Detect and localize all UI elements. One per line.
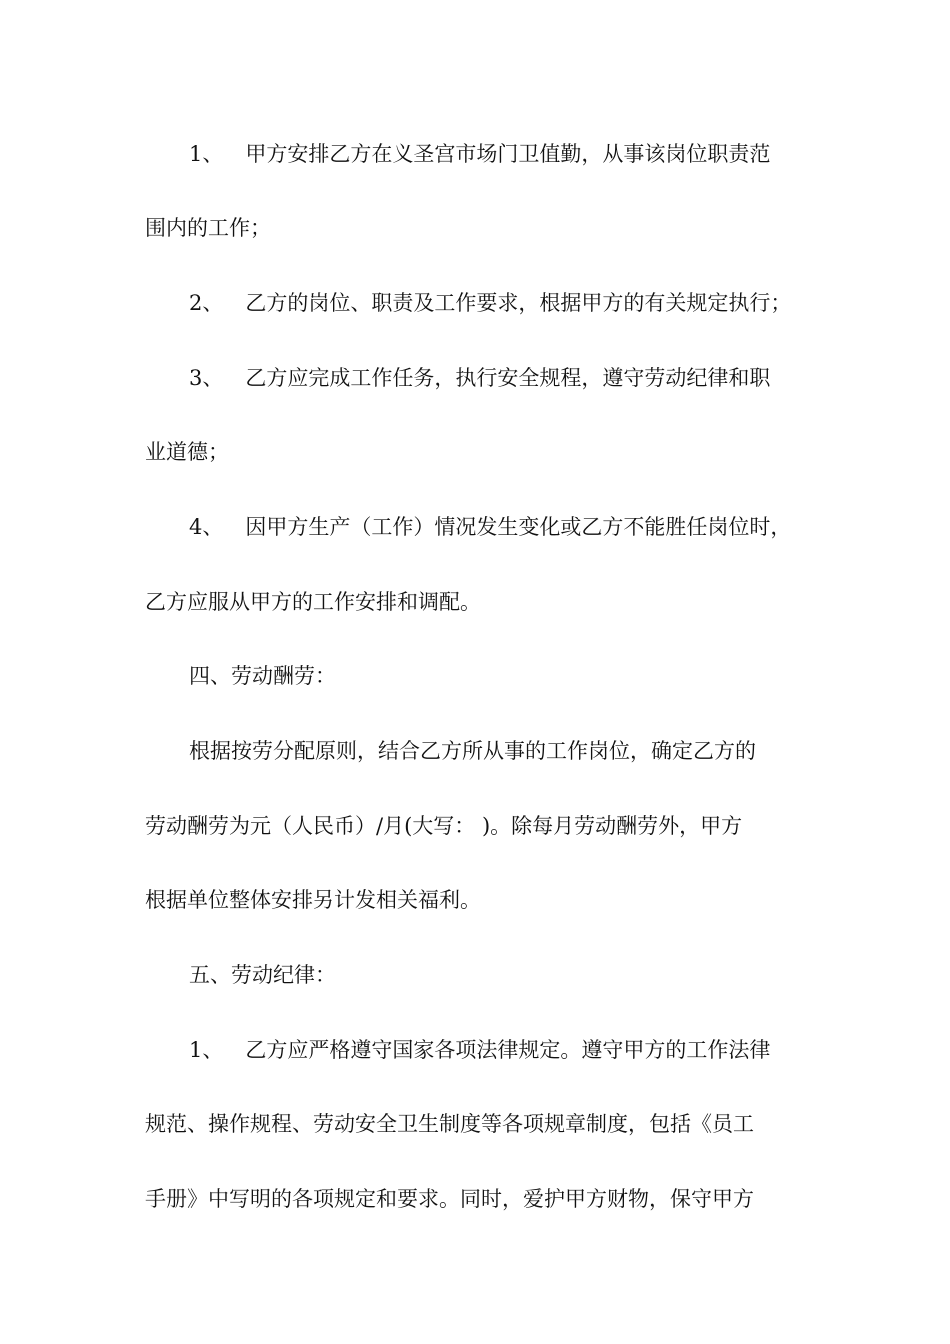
clause-text: 乙方应完成工作任务，执行安全规程，遵守劳动纪律和职 <box>245 366 771 390</box>
clause-text: 围内的工作； <box>145 216 271 240</box>
compensation-line-2 <box>145 812 742 840</box>
clause-number: 4、 <box>189 515 224 539</box>
paragraph-text: 劳动酬劳为元（人民币）/月(大写： )。除每月劳动酬劳外，甲方 <box>145 814 743 838</box>
clause-text: 规范、操作规程、劳动安全卫生制度等各项规章制度，包括《员工 <box>145 1112 754 1136</box>
section-heading: 五、劳动纪律： <box>189 963 336 987</box>
clause-number: 1、 <box>189 1038 224 1062</box>
clause-4-line-1 <box>189 513 791 541</box>
compensation-line-3 <box>145 886 481 914</box>
compensation-line-1 <box>189 737 756 765</box>
clause-1-line-1 <box>189 140 770 168</box>
section-heading: 四、劳动酬劳： <box>189 664 336 688</box>
clause-4-line-2 <box>145 588 481 616</box>
discipline-clause-1-line-2 <box>145 1110 754 1138</box>
clause-text: 甲方安排乙方在义圣宫市场门卫值勤，从事该岗位职责范 <box>245 142 771 166</box>
clause-text: 业道德； <box>145 440 229 464</box>
clause-text: 因甲方生产（工作）情况发生变化或乙方不能胜任岗位时， <box>245 515 792 539</box>
clause-text: 乙方的岗位、职责及工作要求，根据甲方的有关规定执行； <box>245 291 792 315</box>
section-heading-discipline <box>189 961 336 989</box>
clause-text: 乙方应服从甲方的工作安排和调配。 <box>145 590 481 614</box>
paragraph-text: 根据按劳分配原则，结合乙方所从事的工作岗位，确定乙方的 <box>189 739 756 763</box>
section-heading-compensation <box>189 662 336 690</box>
paragraph-text: 根据单位整体安排另计发相关福利。 <box>145 888 481 912</box>
clause-2-line-1 <box>189 289 791 317</box>
clause-text: 手册》中写明的各项规定和要求。同时，爱护甲方财物，保守甲方 <box>145 1187 754 1211</box>
clause-text: 乙方应严格遵守国家各项法律规定。遵守甲方的工作法律 <box>245 1038 771 1062</box>
clause-number: 1、 <box>189 142 224 166</box>
clause-3-line-1 <box>189 364 770 392</box>
discipline-clause-1-line-3 <box>145 1185 754 1213</box>
clause-3-line-2 <box>145 438 229 466</box>
discipline-clause-1-line-1 <box>189 1036 770 1064</box>
clause-number: 2、 <box>189 291 224 315</box>
clause-number: 3、 <box>189 366 224 390</box>
clause-1-line-2 <box>145 214 271 242</box>
